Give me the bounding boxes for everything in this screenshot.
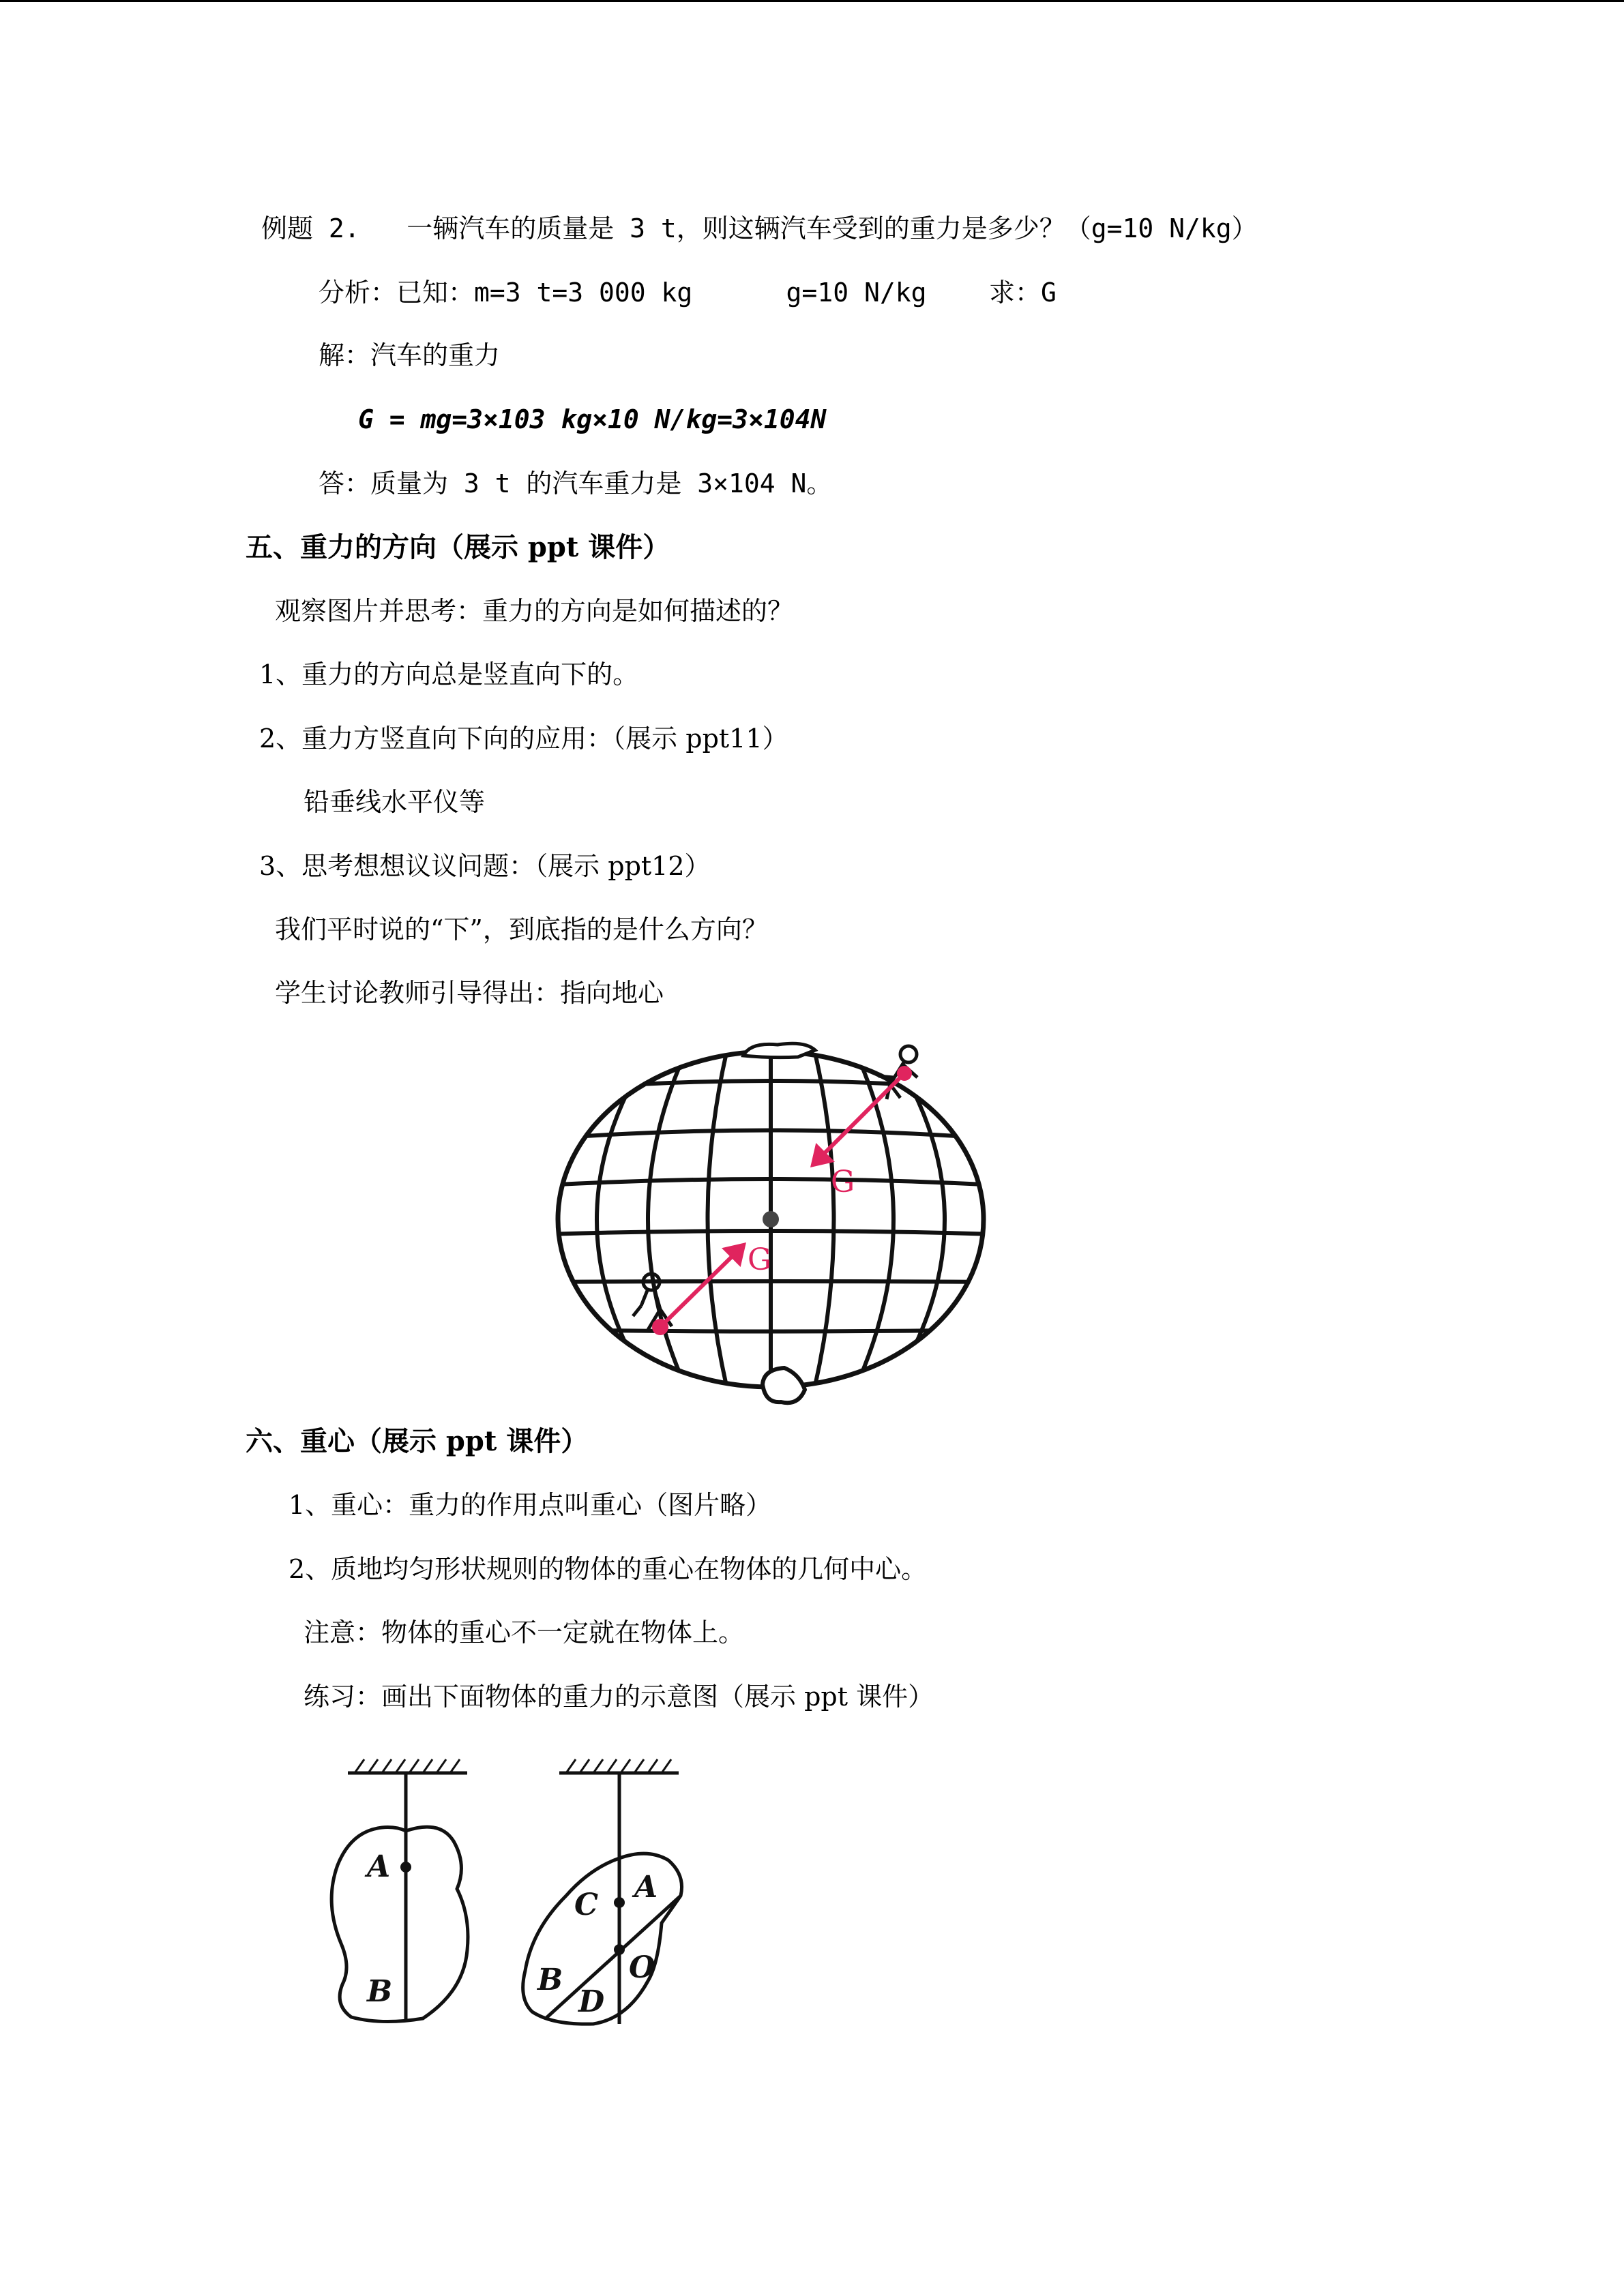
left-label-b: B	[367, 1974, 393, 2009]
top-arrow-origin	[899, 1068, 910, 1079]
bottom-g-label: G	[748, 1242, 772, 1277]
section6-exercise: 练习：画出下面物体的重力的示意图（展示 ppt 课件）	[304, 1682, 934, 1712]
right-label-d: D	[578, 1984, 605, 2019]
right-ceiling-hatch	[566, 1759, 671, 1773]
example-formula: G = mg=3×103 kg×10 N/kg=3×104N	[358, 404, 827, 434]
globe-gravity-figure	[546, 1030, 996, 1412]
section6-point1: 1、重心：重力的作用点叫重心（图片略）	[289, 1490, 772, 1520]
gravity-arrows	[654, 1068, 910, 1333]
right-label-o: O	[629, 1950, 655, 1985]
right-label-b: B	[537, 1963, 563, 1997]
section5-point3-answer: 学生讨论教师引导得出：指向地心	[275, 978, 664, 1008]
section5-heading: 五、重力的方向（展示 ppt 课件）	[246, 531, 670, 563]
earth-center-dot	[763, 1211, 779, 1227]
right-label-c: C	[574, 1888, 599, 1922]
section6-note: 注意：物体的重心不一定就在物体上。	[304, 1617, 745, 1648]
section5-point1: 1、重力的方向总是竖直向下的。	[259, 659, 639, 689]
left-ceiling-hatch	[355, 1759, 460, 1773]
example-analysis: 分析：已知：m=3 t=3 000 kg g=10 N/kg 求：G	[319, 278, 1057, 308]
section5-question: 观察图片并思考：重力的方向是如何描述的？	[275, 596, 794, 626]
left-point-a	[400, 1862, 411, 1873]
right-point-c	[614, 1897, 625, 1908]
section5-point2-detail: 铅垂线水平仪等	[304, 787, 486, 817]
example-solution-label: 解：汽车的重力	[319, 340, 501, 370]
page-top-border	[0, 0, 1624, 2]
bottom-continent-shape	[763, 1368, 805, 1403]
section5-point2: 2、重力方竖直向下向的应用：（展示 ppt11）	[259, 724, 788, 754]
top-continent-shape	[743, 1043, 815, 1057]
bottom-arrow-origin	[654, 1321, 666, 1333]
section5-point3-question: 我们平时说的“下”，到底指的是什么方向？	[275, 914, 768, 944]
left-hanging-object	[331, 1759, 468, 2022]
hanging-objects-figure	[321, 1746, 716, 2032]
right-label-a: A	[634, 1870, 658, 1905]
section6-point2: 2、质地均匀形状规则的物体的重心在物体的几何中心。	[289, 1554, 928, 1584]
section5-point3: 3、思考想想议议问题：（展示 ppt12）	[259, 851, 711, 881]
section6-heading: 六、重心（展示 ppt 课件）	[246, 1425, 589, 1457]
top-g-label: G	[831, 1165, 855, 1199]
example-title: 例题 2. 一辆汽车的质量是 3 t，则这辆汽车受到的重力是多少？（g=10 N/kg）	[261, 213, 1258, 243]
left-object-outline	[331, 1827, 468, 2021]
example-answer: 答：质量为 3 t 的汽车重力是 3×104 N。	[319, 468, 833, 498]
right-point-o	[614, 1944, 625, 1955]
right-diagonal-line	[546, 1896, 681, 2018]
left-label-a: A	[367, 1849, 391, 1884]
